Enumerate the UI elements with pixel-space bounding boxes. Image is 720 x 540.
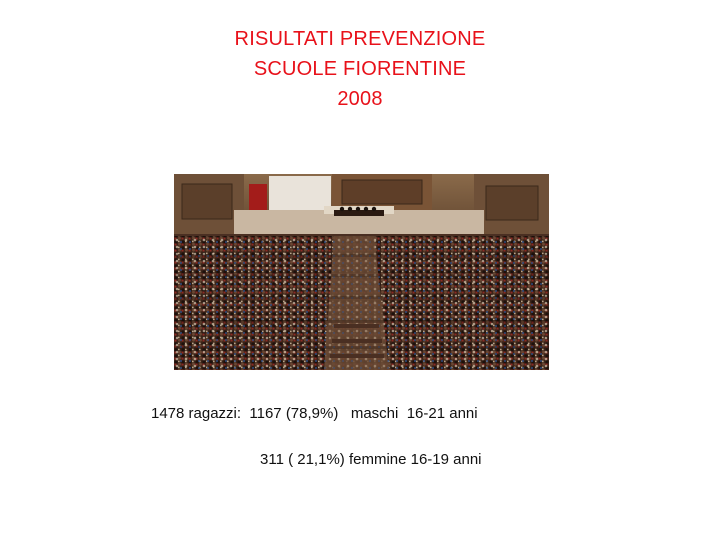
auditorium-photo xyxy=(174,174,549,370)
auditorium-photo-illustration xyxy=(174,174,549,370)
title-line-3: 2008 xyxy=(337,88,383,110)
slide-title xyxy=(0,24,720,114)
title-line-2: SCUOLE FIORENTINE xyxy=(253,58,467,80)
stats-girls: 311 ( 21,1%) femmine 16-19 anni xyxy=(260,451,482,468)
title-line-1: RISULTATI PREVENZIONE xyxy=(234,28,486,50)
stats-total-boys: 1478 ragazzi: 1167 (78,9%) maschi 16-21 anni xyxy=(151,405,478,422)
